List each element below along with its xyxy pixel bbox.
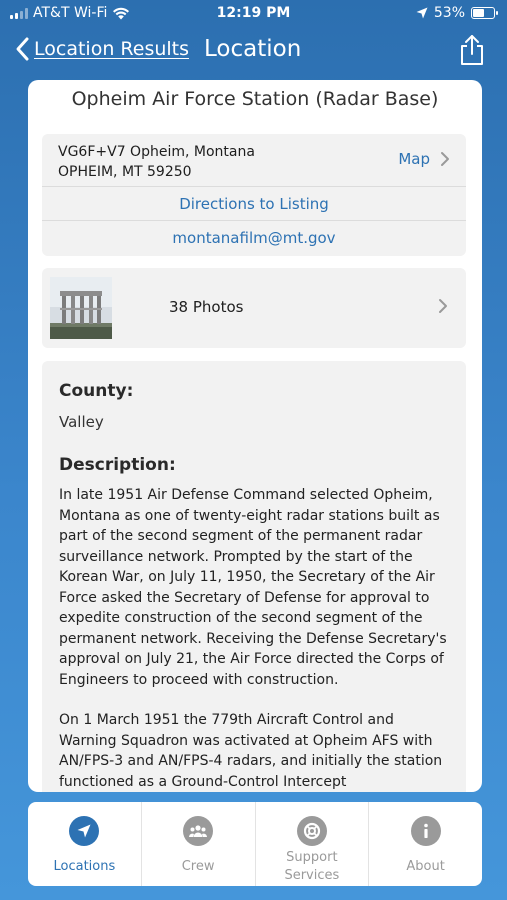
photos-row[interactable]: [42, 268, 466, 348]
address-text: [58, 142, 255, 182]
tab-bar: [28, 802, 482, 886]
carrier-label: AT&T Wi-Fi: [33, 5, 108, 21]
status-right: [416, 5, 495, 21]
address-line1: VG6F+V7 Opheim, Montana: [58, 144, 255, 160]
battery-icon: [471, 7, 495, 19]
nav-header: [0, 30, 507, 74]
directions-link[interactable]: Directions to Listing: [42, 187, 466, 221]
tab-locations[interactable]: [28, 802, 142, 886]
listing-title: Opheim Air Force Station (Radar Base): [71, 88, 439, 110]
info-icon: [411, 816, 441, 846]
contact-info-box: [42, 134, 466, 256]
description-paragraph: On 1 March 1951 the 779th Aircraft Control and Warning Squadron was activated at Opheim AFS with AN/FPS-3 and AN/FPS-4 radars, and initially the station functioned as a Ground-Control Intercept: [59, 712, 443, 790]
crew-icon: [183, 816, 213, 846]
description-text: [59, 485, 453, 792]
support-icon: [297, 816, 327, 846]
photo-thumbnail: [50, 277, 112, 339]
tab-label: About: [406, 859, 445, 874]
battery-level-fill: [473, 9, 484, 17]
back-button-label: Location Results: [34, 38, 190, 60]
address-line2: OPHEIM, MT 59250: [58, 164, 192, 180]
tab-label: Crew: [181, 859, 215, 874]
address-row[interactable]: [42, 134, 466, 187]
county-value: Valley: [59, 413, 104, 431]
battery-percent: 53%: [433, 5, 465, 21]
map-label: Map: [398, 150, 430, 168]
status-time: 12:19 PM: [216, 5, 291, 21]
page-title: Location: [204, 36, 302, 62]
tab-label: Locations: [53, 859, 116, 874]
chevron-right-icon: [440, 151, 450, 167]
chevron-left-icon: [14, 36, 30, 62]
map-link[interactable]: [398, 150, 450, 168]
back-button[interactable]: [14, 36, 189, 62]
photos-count: 38 Photos: [169, 298, 244, 316]
tab-about[interactable]: [369, 802, 482, 886]
county-heading: County:: [59, 381, 134, 401]
chevron-right-icon: [438, 298, 448, 314]
status-bar: [0, 0, 507, 28]
location-services-icon: [416, 7, 428, 19]
share-icon: [459, 34, 485, 66]
tab-crew[interactable]: [142, 802, 256, 886]
email-link[interactable]: montanafilm@mt.gov: [172, 229, 336, 247]
location-arrow-icon: [69, 816, 99, 846]
listing-card: [28, 80, 482, 792]
share-button[interactable]: [459, 34, 485, 70]
tab-label: Support Services: [284, 850, 340, 883]
details-box: [42, 361, 466, 792]
tab-support-services[interactable]: [256, 802, 370, 886]
description-heading: Description:: [59, 455, 176, 475]
description-paragraph: In late 1951 Air Defense Command selected Opheim, Montana as one of twenty-eight radar stations built as part of the second segment of the permanent radar surveillance network. Prompted by the start of the Korean War, on July 11, 1950, the Secretary of the Air Force asked the Secretary of Defense for approval to expedite construction of the second segment of the permanent network. Receiving the Defense Secretary's approval on July 21, the Air Force directed the Corps of Engineers to proceed with construction.: [59, 487, 447, 688]
